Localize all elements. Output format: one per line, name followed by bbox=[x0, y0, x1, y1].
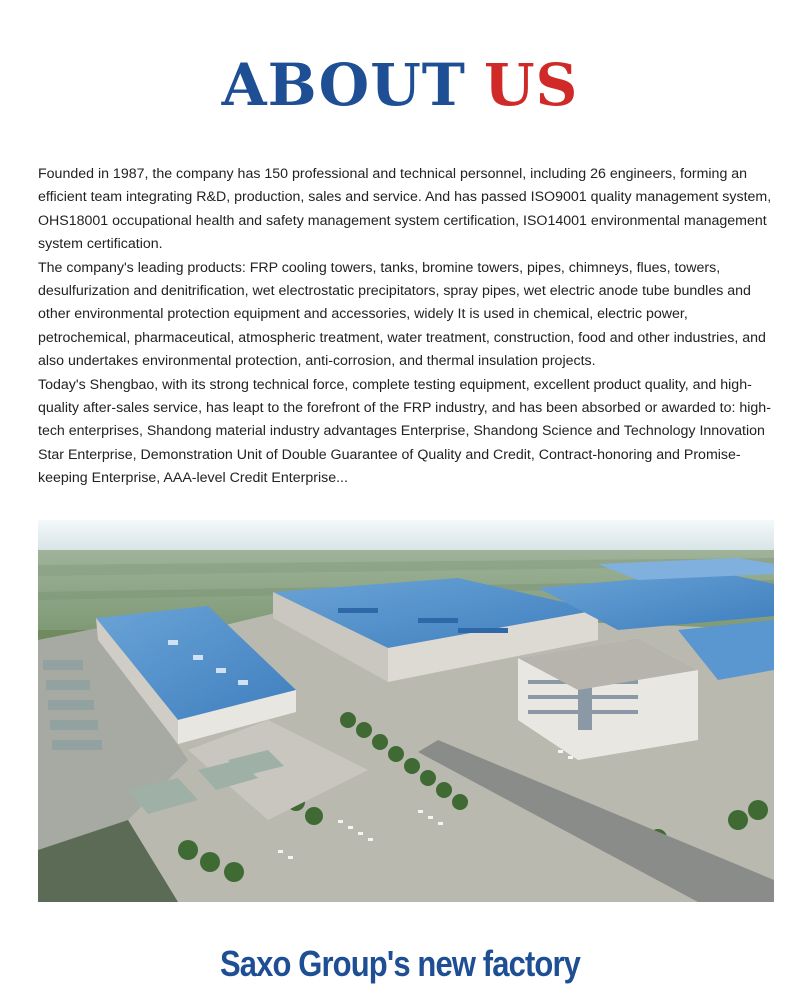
title-word-us: US bbox=[483, 51, 579, 119]
company-description bbox=[38, 163, 776, 491]
page-title bbox=[0, 52, 800, 118]
factory-caption: Saxo Group's new factory bbox=[219, 943, 581, 984]
factory-aerial-photo bbox=[38, 520, 774, 902]
paragraph-founding: Founded in 1987, the company has 150 professional and technical personnel, including 26 engineers, forming an efficient team integrating R&D, production, sales and service. And has passed ISO9001 quality management system, OHS18001 occupational health and safety management system certification, ISO14001 environmental management system certification. bbox=[38, 166, 772, 253]
paragraph-products: The company's leading products: FRP cooling towers, tanks, bromine towers, pipes, chimneys, flues, towers, desulfurization and denitrification, wet electrostatic precipitators, spray pipes, wet electric anode tube bundles and other environmental protection equipment and accessories, widely It is used in chemical, electric power, petrochemical, pharmaceutical, atmospheric treatment, water treatment, construction, food and other industries, and also undertakes environmental protection, anti-corrosion, and thermal insulation projects. bbox=[38, 259, 766, 370]
title-word-about: ABOUT bbox=[221, 51, 466, 119]
paragraph-achievements: Today's Shengbao, with its strong technical force, complete testing equipment, excellent product quality, and high-quality after-sales service, has leapt to the forefront of the FRP industry, and has been absorbed or awarded to: high-tech enterprises, Shandong material industry advantages Enterprise, Shandong Science and Technology Innovation Star Enterprise, Demonstration Unit of Double Guarantee of Quality and Credit, Contract-honoring and Promise-keeping Enterprise, AAA-level Credit Enterprise... bbox=[38, 376, 771, 487]
